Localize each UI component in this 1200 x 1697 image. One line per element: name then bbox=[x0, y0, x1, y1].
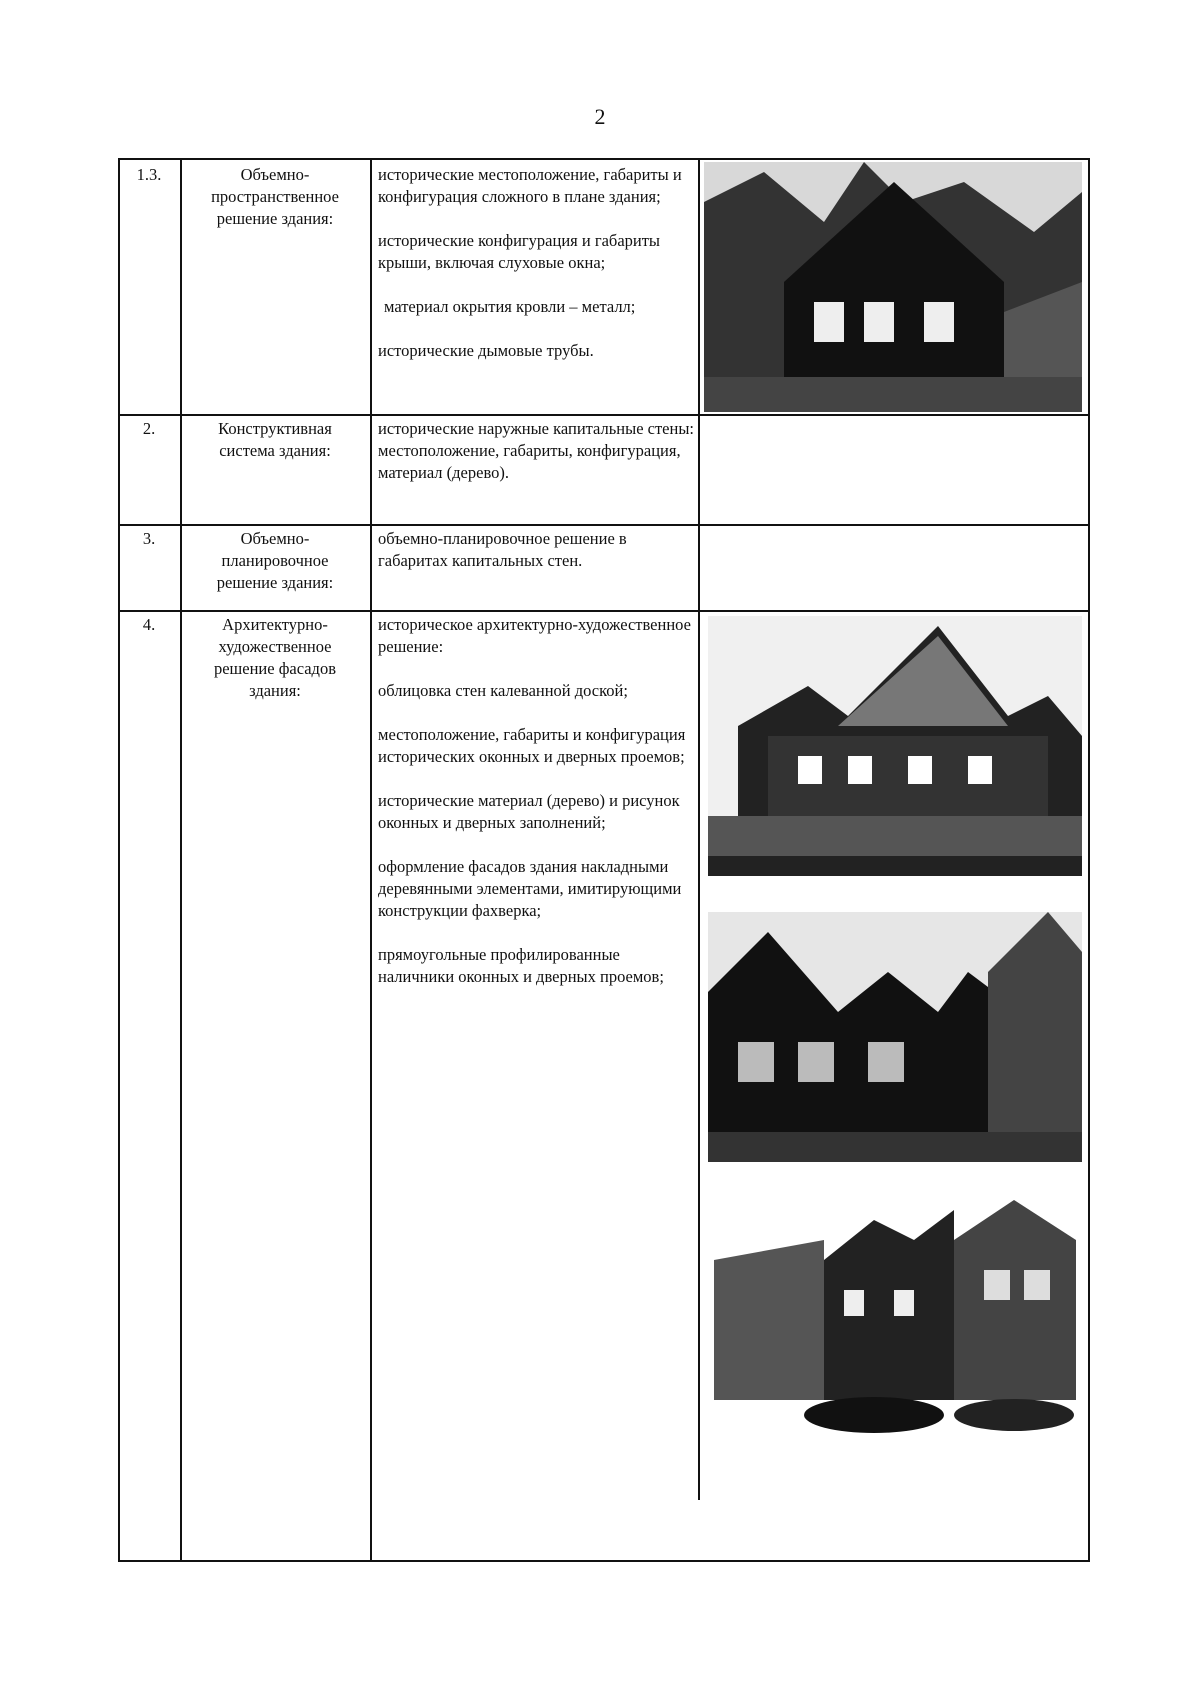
description-item: прямоугольные профилированные наличники оконных и дверных проемов; bbox=[378, 945, 664, 986]
description-item: облицовка стен калеванной доской; bbox=[378, 681, 628, 700]
description-item: историческое архитектурно-художественное решение: bbox=[378, 615, 691, 656]
row-description bbox=[378, 528, 698, 594]
col-divider bbox=[180, 160, 182, 1560]
row-divider bbox=[118, 610, 1090, 612]
col-divider bbox=[1088, 160, 1090, 1560]
description-item: оформление фасадов здания накладными деревянными элементами, имитирующими конструкции фахверка; bbox=[378, 857, 682, 920]
description-item: объемно-планировочное решение в габаритах капитальных стен. bbox=[378, 529, 627, 570]
house-photo-icon bbox=[708, 912, 1082, 1162]
row-number: 2. bbox=[142, 419, 156, 438]
house-photo-icon bbox=[704, 162, 1082, 412]
row-description bbox=[378, 614, 698, 1010]
row-title: Конструктивная система здания: bbox=[218, 419, 332, 460]
house-photo-icon bbox=[708, 616, 1082, 876]
description-item: исторические дымовые трубы. bbox=[378, 341, 594, 360]
row-description bbox=[378, 418, 698, 506]
description-item: исторические наружные капитальные стены: местоположение, габариты, конфигурация, материал (дерево). bbox=[378, 419, 695, 482]
row-number: 4. bbox=[142, 615, 156, 634]
row-number: 3. bbox=[142, 529, 156, 548]
description-item: исторические местоположение, габариты и конфигурация сложного в плане здания; bbox=[378, 165, 682, 206]
row-number: 1.3. bbox=[136, 165, 162, 184]
col-divider bbox=[698, 160, 700, 1500]
row-title: Объемно- планировочное решение здания: bbox=[216, 529, 334, 592]
col-divider bbox=[370, 160, 372, 1560]
house-photo-icon bbox=[714, 1200, 1076, 1442]
col-divider bbox=[118, 160, 120, 1560]
row-description bbox=[378, 164, 698, 384]
row-title: Архитектурно- художественное решение фасадов здания: bbox=[213, 615, 336, 700]
protection-subject-table bbox=[118, 158, 1090, 1562]
page-number: 2 bbox=[594, 104, 606, 129]
row-divider bbox=[118, 414, 1090, 416]
row-divider bbox=[118, 524, 1090, 526]
description-item: исторические материал (дерево) и рисунок оконных и дверных заполнений; bbox=[378, 791, 680, 832]
description-item: исторические конфигурация и габариты крыши, включая слуховые окна; bbox=[378, 231, 661, 272]
description-item: материал окрытия кровли – металл; bbox=[384, 297, 636, 316]
description-item: местоположение, габариты и конфигурация исторических оконных и дверных проемов; bbox=[378, 725, 686, 766]
row-title: Объемно- пространственное решение здания: bbox=[211, 165, 339, 228]
